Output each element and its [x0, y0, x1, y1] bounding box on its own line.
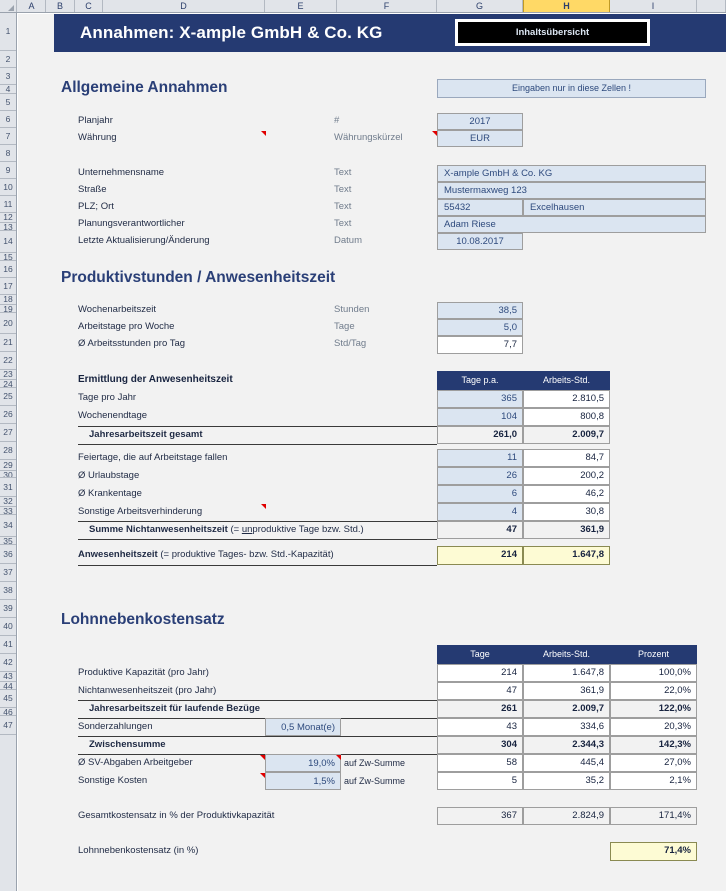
- label-jahresarbeitszeit-bezuege: Jahresarbeitszeit für laufende Bezüge: [89, 703, 261, 714]
- row-header-9[interactable]: 9: [0, 162, 16, 179]
- value-sonstige-kosten-prozent: 2,1%: [610, 772, 697, 790]
- row-header-22[interactable]: 22: [0, 352, 16, 370]
- heading-productive-hours: Produktivstunden / Anwesenheitszeit: [61, 269, 336, 286]
- label-lohnnebenkostensatz: Lohnnebenkostensatz (in %): [78, 845, 199, 856]
- row-header-34[interactable]: 34: [0, 515, 16, 537]
- row-header-10[interactable]: 10: [0, 179, 16, 196]
- col-header-wage-arbeits-std: Arbeits-Std.: [523, 645, 610, 664]
- row-header-44[interactable]: 44: [0, 682, 16, 690]
- row-header-1[interactable]: 1: [0, 13, 16, 51]
- input-letzte-aktualisierung[interactable]: 10.08.2017: [437, 233, 523, 250]
- unit-arbeitsstunden-pro-tag: Std/Tag: [334, 338, 367, 349]
- value-summe-nichtanwesenheit-stunden: 361,9: [523, 521, 610, 539]
- row-header-14[interactable]: 14: [0, 231, 16, 253]
- row-header-2[interactable]: 2: [0, 51, 16, 68]
- type-letzte-aktualisierung: Datum: [334, 235, 362, 246]
- label-strasse: Straße: [78, 184, 107, 195]
- row-headers: [0, 13, 17, 891]
- row-header-28[interactable]: 28: [0, 442, 16, 460]
- input-arbeitstage-pro-woche[interactable]: 5,0: [437, 319, 523, 336]
- label-ermittlung-anwesenheitszeit: Ermittlung der Anwesenheitszeit: [78, 374, 233, 385]
- row-header-8[interactable]: 8: [0, 145, 16, 162]
- input-krankentage[interactable]: 6: [437, 485, 523, 503]
- value-sv-abgaben-tage: 58: [437, 754, 523, 772]
- label-waehrung: Währung: [78, 132, 117, 143]
- row-header-20[interactable]: 20: [0, 313, 16, 334]
- row-header-37[interactable]: 37: [0, 564, 16, 582]
- label-wochenendtage: Wochenendtage: [78, 410, 148, 421]
- label-anwesenheitszeit: [78, 547, 334, 563]
- row-header-43[interactable]: 43: [0, 672, 16, 682]
- row-header-5[interactable]: 5: [0, 94, 16, 111]
- row-header-26[interactable]: 26: [0, 406, 16, 424]
- row-header-47[interactable]: 47: [0, 716, 16, 735]
- input-sonstige-arbeitsverhinderung[interactable]: 4: [437, 503, 523, 521]
- label-tage-pro-jahr: Tage pro Jahr: [78, 392, 137, 403]
- label-wochenarbeitszeit: Wochenarbeitszeit: [78, 304, 156, 315]
- value-arbeitsstunden-pro-tag: 7,7: [437, 336, 523, 354]
- anwesenheitszeit-sub: (= produktive Tages- bzw. Std.-Kapazität): [160, 549, 334, 560]
- row-header-38[interactable]: 38: [0, 582, 16, 600]
- column-header-a[interactable]: A: [18, 0, 46, 12]
- label-gesamtkostensatz: Gesamtkostensatz in % der Produktivkapazität: [78, 810, 275, 821]
- value-feiertage-stunden: 84,7: [523, 449, 610, 467]
- note-sonstige-kosten: auf Zw-Summe: [344, 776, 406, 786]
- value-nichtanwesenheitszeit-prozent: 22,0%: [610, 682, 697, 700]
- row-header-11[interactable]: 11: [0, 196, 16, 213]
- value-gesamtkostensatz-tage: 367: [437, 807, 523, 825]
- row-header-6[interactable]: 6: [0, 111, 16, 128]
- value-sonstige-kosten-tage: 5: [437, 772, 523, 790]
- input-tage-pro-jahr[interactable]: 365: [437, 390, 523, 408]
- label-produktive-kapazitaet: Produktive Kapazität (pro Jahr): [78, 667, 209, 678]
- value-zwischensumme-prozent: 142,3%: [610, 736, 697, 754]
- label-plz-ort: PLZ; Ort: [78, 201, 114, 212]
- value-produktive-kapazitaet-prozent: 100,0%: [610, 664, 697, 682]
- row-header-21[interactable]: 21: [0, 334, 16, 352]
- type-planjahr: #: [334, 115, 340, 126]
- input-urlaubstage[interactable]: 26: [437, 467, 523, 485]
- row-header-40[interactable]: 40: [0, 618, 16, 636]
- value-gesamtkostensatz-prozent: 171,4%: [610, 807, 697, 825]
- heading-wage-overhead: Lohnnebenkostensatz: [61, 611, 225, 628]
- label-planungsverantwortlicher: Planungsverantwortlicher: [78, 218, 185, 229]
- label-krankentage: Ø Krankentage: [78, 488, 142, 499]
- value-produktive-kapazitaet-tage: 214: [437, 664, 523, 682]
- value-nichtanwesenheitszeit-tage: 47: [437, 682, 523, 700]
- row-header-17[interactable]: 17: [0, 278, 16, 295]
- label-sonstige-kosten: Sonstige Kosten: [78, 775, 148, 786]
- value-sonderzahlungen-stunden: 334,6: [523, 718, 610, 736]
- column-header-b[interactable]: B: [46, 0, 75, 12]
- heading-general-assumptions: Allgemeine Annahmen: [61, 79, 228, 96]
- column-headers: [0, 0, 726, 13]
- input-waehrung[interactable]: EUR: [437, 130, 523, 147]
- type-unternehmensname: Text: [334, 167, 352, 178]
- input-planjahr[interactable]: 2017: [437, 113, 523, 130]
- summe-nichtanwesenheit-main: Summe Nichtanwesenheitszeit: [89, 524, 231, 535]
- input-wochenendtage[interactable]: 104: [437, 408, 523, 426]
- input-sonderzahlungen-monate[interactable]: 0,5 Monat(e): [265, 718, 341, 736]
- label-jahresarbeitszeit-gesamt: Jahresarbeitszeit gesamt: [89, 429, 203, 440]
- column-header-i[interactable]: I: [610, 0, 697, 12]
- select-all-triangle-icon: [8, 5, 14, 11]
- page-title: Annahmen: X-ample GmbH & Co. KG: [80, 23, 383, 42]
- table-of-contents-button[interactable]: [455, 19, 650, 46]
- divider-below-anwesenheitszeit: [78, 565, 437, 566]
- input-planungsverantwortlicher[interactable]: Adam Riese: [437, 216, 706, 233]
- col-header-tage-pa: Tage p.a.: [437, 371, 523, 390]
- row-header-30[interactable]: 30: [0, 471, 16, 478]
- value-jahresarbeitszeit-tage: 261,0: [437, 426, 523, 444]
- value-zwischensumme-stunden: 2.344,3: [523, 736, 610, 754]
- label-nichtanwesenheitszeit-jahr: Nichtanwesenheitszeit (pro Jahr): [78, 685, 217, 696]
- sheet-grid: [18, 14, 726, 891]
- input-feiertage[interactable]: 11: [437, 449, 523, 467]
- row-header-31[interactable]: 31: [0, 478, 16, 497]
- row-header-32[interactable]: 32: [0, 497, 16, 507]
- type-planungsverantwortlicher: Text: [334, 218, 352, 229]
- value-summe-nichtanwesenheit-tage: 47: [437, 521, 523, 539]
- row-header-36[interactable]: 36: [0, 545, 16, 564]
- value-wochenendtage-stunden: 800,8: [523, 408, 610, 426]
- comment-marker-sonstige-arbeitsverhinderung: [261, 504, 266, 509]
- label-letzte-aktualisierung: Letzte Aktualisierung/Änderung: [78, 235, 210, 246]
- row-header-7[interactable]: 7: [0, 128, 16, 145]
- type-strasse: Text: [334, 184, 352, 195]
- value-sonderzahlungen-prozent: 20,3%: [610, 718, 697, 736]
- label-sonderzahlungen: Sonderzahlungen: [78, 721, 153, 732]
- comment-marker-waehrung-label: [261, 131, 266, 136]
- value-lohnnebenkostensatz-prozent: 71,4%: [610, 842, 697, 861]
- value-tage-pro-jahr-stunden: 2.810,5: [523, 390, 610, 408]
- summe-nichtanwesenheit-sub-pre: (=: [230, 524, 242, 535]
- col-header-wage-prozent: Prozent: [610, 645, 697, 664]
- label-feiertage: Feiertage, die auf Arbeitstage fallen: [78, 452, 228, 463]
- row-header-35[interactable]: 35: [0, 537, 16, 545]
- label-sonstige-arbeitsverhinderung: Sonstige Arbeitsverhinderung: [78, 506, 203, 517]
- row-header-18[interactable]: 18: [0, 295, 16, 305]
- input-sv-abgaben-prozent[interactable]: 19,0%: [265, 754, 341, 772]
- note-sv-abgaben: auf Zw-Summe: [344, 758, 406, 768]
- value-urlaubstage-stunden: 200,2: [523, 467, 610, 485]
- row-header-4[interactable]: 4: [0, 85, 16, 94]
- value-zwischensumme-tage: 304: [437, 736, 523, 754]
- anwesenheitszeit-main: Anwesenheitszeit: [78, 549, 161, 560]
- value-jahresarbeitszeit-bezuege-prozent: 122,0%: [610, 700, 697, 718]
- row-header-13[interactable]: 13: [0, 223, 16, 231]
- input-unternehmensname[interactable]: X-ample GmbH & Co. KG: [437, 165, 706, 182]
- input-cells-banner: Eingaben nur in diese Zellen !: [437, 79, 706, 98]
- input-plz[interactable]: 55432: [437, 199, 523, 216]
- select-all-corner[interactable]: [0, 0, 17, 12]
- row-header-16[interactable]: 16: [0, 261, 16, 278]
- row-header-19[interactable]: 19: [0, 305, 16, 313]
- divider-below-jahresarbeitszeit: [78, 444, 437, 445]
- comment-marker-sv-abgaben-right: [336, 755, 341, 760]
- unit-wochenarbeitszeit: Stunden: [334, 304, 370, 315]
- row-header-3[interactable]: 3: [0, 68, 16, 85]
- value-gesamtkostensatz-stunden: 2.824,9: [523, 807, 610, 825]
- summe-nichtanwesenheit-sub-underline: un: [241, 524, 253, 535]
- row-header-29[interactable]: 29: [0, 460, 16, 471]
- row-header-46[interactable]: 46: [0, 708, 16, 716]
- value-sonstige-arbeitsverhinderung-stunden: 30,8: [523, 503, 610, 521]
- value-sv-abgaben-prozent: 27,0%: [610, 754, 697, 772]
- column-header-g[interactable]: G: [437, 0, 523, 12]
- row-header-33[interactable]: 33: [0, 507, 16, 515]
- type-plz-ort: Text: [334, 201, 352, 212]
- value-sv-abgaben-stunden: 445,4: [523, 754, 610, 772]
- label-sv-abgaben: Ø SV-Abgaben Arbeitgeber: [78, 757, 193, 768]
- value-anwesenheitszeit-stunden: 1.647,8: [523, 546, 610, 565]
- value-nichtanwesenheitszeit-stunden: 361,9: [523, 682, 610, 700]
- column-header-d[interactable]: D: [103, 0, 265, 12]
- column-header-e[interactable]: E: [265, 0, 337, 12]
- row-header-45[interactable]: 45: [0, 690, 16, 708]
- value-sonderzahlungen-tage: 43: [437, 718, 523, 736]
- input-strasse[interactable]: Mustermaxweg 123: [437, 182, 706, 199]
- value-jahresarbeitszeit-bezuege-tage: 261: [437, 700, 523, 718]
- label-urlaubstage: Ø Urlaubstage: [78, 470, 140, 481]
- summe-nichtanwesenheit-sub-post: produktive Tage bzw. Std.): [252, 524, 364, 535]
- row-header-42[interactable]: 42: [0, 654, 16, 672]
- column-header-h[interactable]: H: [523, 0, 610, 12]
- label-planjahr: Planjahr: [78, 115, 113, 126]
- label-summe-nichtanwesenheitszeit: [78, 522, 364, 538]
- row-header-27[interactable]: 27: [0, 424, 16, 442]
- value-produktive-kapazitaet-stunden: 1.647,8: [523, 664, 610, 682]
- input-wochenarbeitszeit[interactable]: 38,5: [437, 302, 523, 319]
- label-arbeitsstunden-pro-tag: Ø Arbeitsstunden pro Tag: [78, 338, 186, 349]
- col-header-arbeits-std: Arbeits-Std.: [523, 371, 610, 390]
- col-header-wage-tage: Tage: [437, 645, 523, 664]
- column-header-c[interactable]: C: [75, 0, 103, 12]
- divider-below-summe-nichtanwesenheit: [78, 539, 437, 540]
- column-header-f[interactable]: F: [337, 0, 437, 12]
- value-anwesenheitszeit-tage: 214: [437, 546, 523, 565]
- label-arbeitstage-pro-woche: Arbeitstage pro Woche: [78, 321, 175, 332]
- input-sonstige-kosten-prozent[interactable]: 1,5%: [265, 772, 341, 790]
- row-header-23[interactable]: 23: [0, 370, 16, 380]
- column-header-j[interactable]: [697, 0, 726, 12]
- row-header-24[interactable]: 24: [0, 380, 16, 388]
- row-header-25[interactable]: 25: [0, 388, 16, 406]
- unit-arbeitstage-pro-woche: Tage: [334, 321, 355, 332]
- value-jahresarbeitszeit-bezuege-stunden: 2.009,7: [523, 700, 610, 718]
- label-zwischensumme: Zwischensumme: [89, 739, 166, 750]
- value-krankentage-stunden: 46,2: [523, 485, 610, 503]
- row-header-12[interactable]: 12: [0, 213, 16, 223]
- input-ort[interactable]: Excelhausen: [523, 199, 706, 216]
- value-jahresarbeitszeit-stunden: 2.009,7: [523, 426, 610, 444]
- type-waehrung: Währungskürzel: [334, 132, 403, 143]
- row-header-39[interactable]: 39: [0, 600, 16, 618]
- row-header-41[interactable]: 41: [0, 636, 16, 654]
- table-of-contents-label: Inhaltsübersicht: [515, 27, 590, 38]
- value-sonstige-kosten-stunden: 35,2: [523, 772, 610, 790]
- row-header-15[interactable]: 15: [0, 253, 16, 261]
- label-unternehmensname: Unternehmensname: [78, 167, 165, 178]
